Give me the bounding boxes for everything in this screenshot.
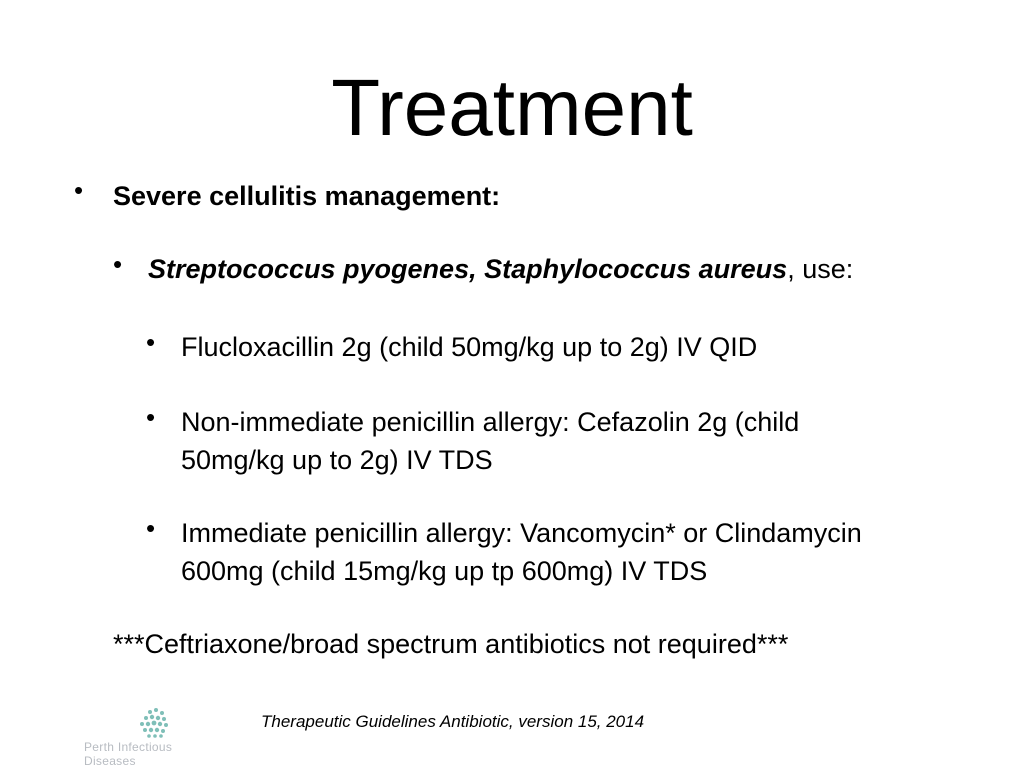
logo-text: Perth Infectious Diseases <box>84 740 173 768</box>
organisms-use: , use: <box>787 254 854 284</box>
treatment-line: Flucloxacillin 2g (child 50mg/kg up to 2g) IV QID <box>181 332 758 362</box>
organisms-names: Streptococcus pyogenes, Staphylococcus aureus <box>148 254 788 284</box>
bullet-glyph: • <box>74 175 84 205</box>
heading-severe-cellulitis: Severe cellulitis management: <box>113 181 501 211</box>
bullet-glyph: • <box>113 249 123 279</box>
treatment-line: 50mg/kg up to 2g) IV TDS <box>181 445 493 475</box>
bullet-glyph: • <box>146 513 156 543</box>
citation: Therapeutic Guidelines Antibiotic, version 15, 2014 <box>261 712 645 731</box>
treatment-text <box>181 328 981 366</box>
treatment-line: Non-immediate penicillin allergy: Cefazolin 2g (child <box>181 407 800 437</box>
bullet-glyph: • <box>146 402 156 432</box>
organisms-line <box>148 250 853 288</box>
treatment-text <box>181 514 981 590</box>
logo-dots-icon <box>84 706 224 740</box>
bullet-glyph: • <box>146 327 156 357</box>
slide-title: Treatment <box>331 63 693 152</box>
treatment-line: 600mg (child 15mg/kg up tp 600mg) IV TDS <box>181 556 708 586</box>
ceftriaxone-note: ***Ceftriaxone/broad spectrum antibiotics not required*** <box>113 629 789 659</box>
treatment-line: Immediate penicillin allergy: Vancomycin* or Clindamycin <box>181 518 862 548</box>
treatment-text <box>181 403 981 479</box>
logo <box>84 706 224 768</box>
